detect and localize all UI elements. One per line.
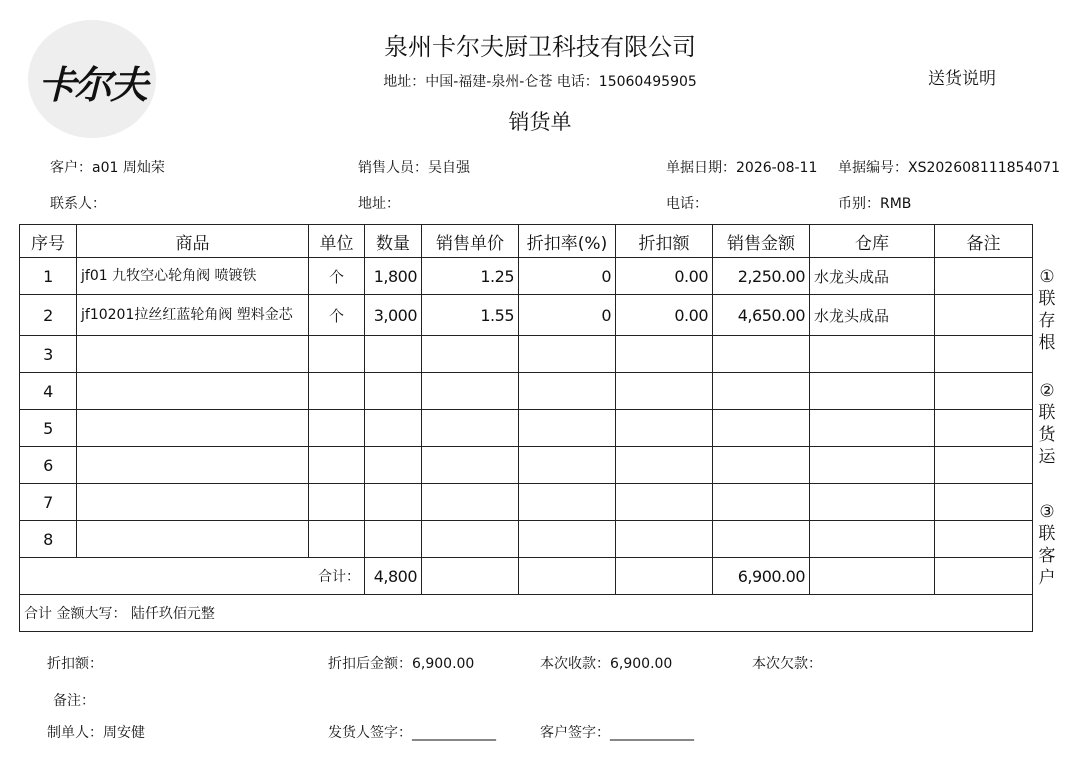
amount-in-words: 合计 金额大写： 陆仟玖佰元整 xyxy=(20,595,1033,632)
row-amount xyxy=(713,410,810,447)
footer-remark: 备注： xyxy=(53,693,95,709)
row-price xyxy=(422,373,519,410)
row-qty xyxy=(365,521,422,558)
row-warehouse xyxy=(810,521,935,558)
row-unit: 个 xyxy=(309,295,365,336)
document-title: 销货单 xyxy=(508,110,572,134)
row-discount-rate xyxy=(519,410,616,447)
row-discount-rate xyxy=(519,373,616,410)
col-header-discount-rate: 折扣率(%) xyxy=(519,225,616,258)
row-product-text: jf10201拉丝红蓝轮角阀 塑料金芯 xyxy=(81,307,293,323)
row-unit xyxy=(309,373,365,410)
row-product xyxy=(77,484,309,521)
row-qty: 3,000 xyxy=(365,295,422,336)
col-header-amount: 销售金额 xyxy=(713,225,810,258)
row-warehouse xyxy=(810,447,935,484)
row-no: 1 xyxy=(20,258,77,295)
footer-after-discount: 折扣后金额：6,900.00 xyxy=(328,656,475,672)
row-discount: 0.00 xyxy=(616,295,713,336)
customer-field: 客户：a01 周灿荣 xyxy=(50,160,165,176)
row-discount xyxy=(616,447,713,484)
row-unit xyxy=(309,410,365,447)
row-product xyxy=(77,521,309,558)
row-discount xyxy=(616,521,713,558)
copy-label-stub: ①联存根 xyxy=(1038,267,1056,353)
row-discount-rate: 0 xyxy=(519,295,616,336)
row-no: 6 xyxy=(20,447,77,484)
col-header-unit: 单位 xyxy=(309,225,365,258)
row-note xyxy=(935,521,1033,558)
row-price: 1.55 xyxy=(422,295,519,336)
table-row xyxy=(20,447,1033,484)
total-qty: 4,800 xyxy=(365,558,422,595)
row-discount xyxy=(616,484,713,521)
row-discount xyxy=(616,410,713,447)
row-warehouse xyxy=(810,484,935,521)
col-header-discount: 折扣额 xyxy=(616,225,713,258)
col-header-product: 商品 xyxy=(77,225,309,258)
row-no: 4 xyxy=(20,373,77,410)
row-amount xyxy=(713,336,810,373)
row-discount: 0.00 xyxy=(616,258,713,295)
row-no: 8 xyxy=(20,521,77,558)
row-note xyxy=(935,295,1033,336)
row-note xyxy=(935,447,1033,484)
table-row xyxy=(20,336,1033,373)
row-discount xyxy=(616,373,713,410)
copy-label-customer: ③联客户 xyxy=(1038,502,1056,588)
table-row xyxy=(20,410,1033,447)
row-product xyxy=(77,295,309,336)
row-unit xyxy=(309,336,365,373)
row-product xyxy=(77,410,309,447)
row-unit xyxy=(309,521,365,558)
table-header-row xyxy=(20,225,1033,258)
total-note xyxy=(935,558,1033,595)
row-discount-rate xyxy=(519,447,616,484)
row-price xyxy=(422,410,519,447)
doc-number-field: 单据编号：XS202608111854071 xyxy=(838,160,1061,176)
amount-words-row xyxy=(20,595,1033,632)
row-amount xyxy=(713,484,810,521)
copy-label-shipping: ②联货运 xyxy=(1038,381,1056,467)
row-amount xyxy=(713,373,810,410)
table-row xyxy=(20,295,1033,336)
row-price xyxy=(422,484,519,521)
total-row xyxy=(20,558,1033,595)
row-price xyxy=(422,336,519,373)
row-note xyxy=(935,336,1033,373)
footer-customer-sign: 客户签字：____________ xyxy=(540,725,694,741)
row-no: 5 xyxy=(20,410,77,447)
logo-text: 卡尔夫 xyxy=(37,62,146,107)
table-row xyxy=(20,373,1033,410)
row-qty xyxy=(365,484,422,521)
row-price xyxy=(422,521,519,558)
table-row xyxy=(20,484,1033,521)
row-warehouse xyxy=(810,410,935,447)
row-discount xyxy=(616,336,713,373)
footer-discount: 折扣额： xyxy=(47,656,103,672)
company-address: 地址：中国-福建-泉州-仑苍 电话：15060495905 xyxy=(383,74,697,90)
footer-received: 本次收款：6,900.00 xyxy=(540,656,673,672)
row-qty xyxy=(365,373,422,410)
row-unit: 个 xyxy=(309,258,365,295)
salesperson-field: 销售人员：吴自强 xyxy=(358,160,470,176)
row-amount xyxy=(713,521,810,558)
row-note xyxy=(935,484,1033,521)
total-price xyxy=(422,558,519,595)
row-note xyxy=(935,373,1033,410)
delivery-note-link[interactable]: 送货说明 xyxy=(928,69,996,89)
row-qty: 1,800 xyxy=(365,258,422,295)
row-no: 2 xyxy=(20,295,77,336)
sales-table xyxy=(19,224,1033,632)
row-amount: 2,250.00 xyxy=(713,258,810,295)
row-warehouse xyxy=(810,336,935,373)
total-discount xyxy=(616,558,713,595)
row-product xyxy=(77,447,309,484)
row-note xyxy=(935,410,1033,447)
footer-shipper-sign: 发货人签字：____________ xyxy=(328,725,496,741)
contact-field: 联系人： xyxy=(50,196,106,212)
row-no: 7 xyxy=(20,484,77,521)
currency-field: 币别：RMB xyxy=(838,196,912,212)
footer-maker: 制单人：周安健 xyxy=(47,725,145,741)
row-warehouse: 水龙头成品 xyxy=(810,295,935,336)
phone-field: 电话： xyxy=(666,196,708,212)
row-warehouse xyxy=(810,373,935,410)
row-discount-rate xyxy=(519,521,616,558)
row-price xyxy=(422,447,519,484)
table-row xyxy=(20,258,1033,295)
row-product: jf01 九牧空心轮角阀 喷镀铁 xyxy=(77,258,309,295)
company-logo xyxy=(28,20,156,138)
address-field: 地址： xyxy=(358,196,400,212)
row-no: 3 xyxy=(20,336,77,373)
row-discount-rate xyxy=(519,336,616,373)
row-discount-rate: 0 xyxy=(519,258,616,295)
row-price: 1.25 xyxy=(422,258,519,295)
row-amount: 4,650.00 xyxy=(713,295,810,336)
row-note xyxy=(935,258,1033,295)
col-header-qty: 数量 xyxy=(365,225,422,258)
row-warehouse: 水龙头成品 xyxy=(810,258,935,295)
row-unit xyxy=(309,484,365,521)
total-discount-rate xyxy=(519,558,616,595)
row-amount xyxy=(713,447,810,484)
row-discount-rate xyxy=(519,484,616,521)
footer-owed: 本次欠款： xyxy=(752,656,822,672)
table-row xyxy=(20,521,1033,558)
total-amount: 6,900.00 xyxy=(713,558,810,595)
row-qty xyxy=(365,336,422,373)
col-header-no: 序号 xyxy=(20,225,77,258)
row-product xyxy=(77,336,309,373)
company-name: 泉州卡尔夫厨卫科技有限公司 xyxy=(384,33,696,61)
doc-date-field: 单据日期：2026-08-11 xyxy=(666,160,818,176)
col-header-note: 备注 xyxy=(935,225,1033,258)
col-header-warehouse: 仓库 xyxy=(810,225,935,258)
total-warehouse xyxy=(810,558,935,595)
total-label: 合计： xyxy=(20,558,365,595)
row-unit xyxy=(309,447,365,484)
row-product xyxy=(77,373,309,410)
row-qty xyxy=(365,410,422,447)
col-header-price: 销售单价 xyxy=(422,225,519,258)
row-qty xyxy=(365,447,422,484)
